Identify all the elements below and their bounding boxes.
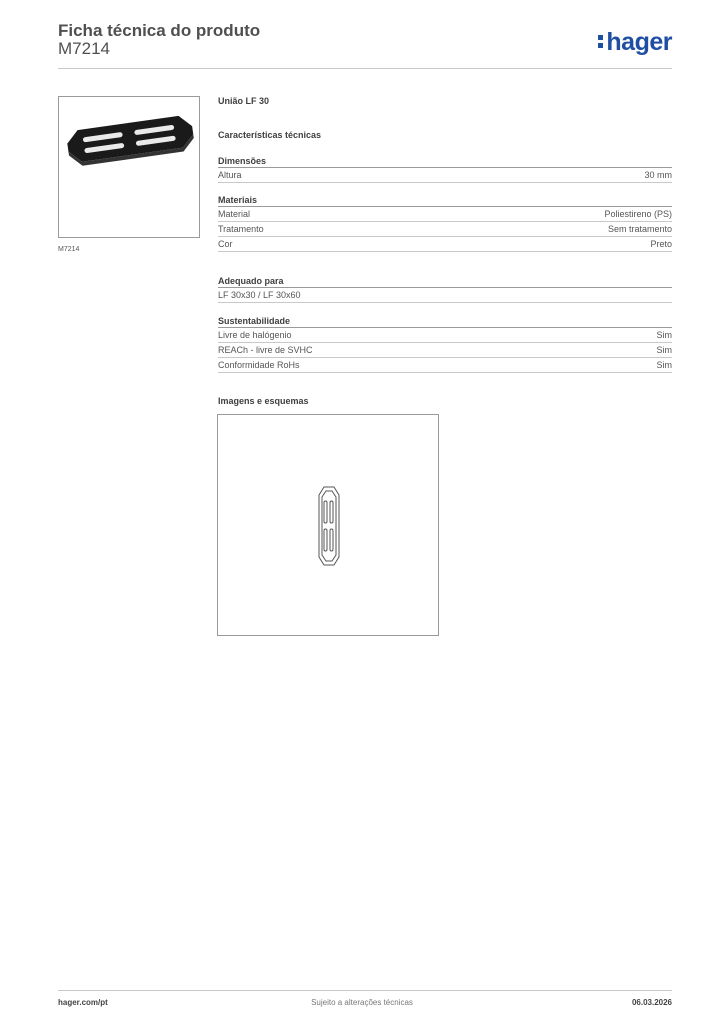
product-name: União LF 30 bbox=[218, 96, 270, 106]
spec-label: REACh - livre de SVHC bbox=[218, 345, 313, 355]
spec-row-material bbox=[218, 207, 672, 222]
spec-label: Cor bbox=[218, 239, 233, 249]
spec-value: Sim bbox=[656, 345, 672, 355]
spec-row-treatment bbox=[218, 222, 672, 237]
images-heading: Imagens e esquemas bbox=[218, 396, 309, 406]
connector-photo-icon bbox=[59, 97, 199, 237]
suitable-heading: Adequado para bbox=[218, 276, 672, 288]
logo-dots-icon bbox=[598, 32, 603, 50]
spec-value: 30 mm bbox=[644, 170, 672, 180]
suitable-section bbox=[218, 276, 672, 303]
specs-heading: Características técnicas bbox=[218, 130, 322, 140]
spec-row-halogen bbox=[218, 328, 672, 343]
spec-label: Conformidade RoHs bbox=[218, 360, 300, 370]
spec-label: Material bbox=[218, 209, 251, 219]
materials-heading: Materiais bbox=[218, 195, 672, 207]
footer-divider bbox=[58, 990, 672, 991]
logo-text: hager bbox=[606, 28, 672, 56]
spec-label: LF 30x30 / LF 30x60 bbox=[218, 290, 301, 300]
page-title: Ficha técnica do produto bbox=[58, 21, 261, 40]
sustainability-heading: Sustentabilidade bbox=[218, 316, 672, 328]
footer-website-link[interactable]: hager.com/pt bbox=[58, 998, 108, 1007]
spec-row-rohs bbox=[218, 358, 672, 373]
spec-row-color bbox=[218, 237, 672, 252]
connector-drawing-icon bbox=[218, 415, 438, 635]
spec-value: Sem tratamento bbox=[607, 224, 672, 234]
spec-row-height bbox=[218, 168, 672, 183]
spec-label: Livre de halógenio bbox=[218, 330, 292, 340]
spec-value: Sim bbox=[656, 330, 672, 340]
sustainability-section bbox=[218, 316, 672, 373]
header-divider bbox=[58, 68, 672, 69]
dimensions-section bbox=[218, 156, 672, 183]
footer-date: 06.03.2026 bbox=[631, 998, 672, 1007]
product-code: M7214 bbox=[58, 39, 110, 58]
spec-row-reach bbox=[218, 343, 672, 358]
spec-label: Tratamento bbox=[218, 224, 264, 234]
footer-note: Sujeito a alterações técnicas bbox=[311, 998, 413, 1007]
materials-section bbox=[218, 195, 672, 252]
product-image-caption: M7214 bbox=[58, 246, 80, 253]
spec-value: Sim bbox=[656, 360, 672, 370]
product-image bbox=[58, 96, 200, 238]
spec-row-suitable bbox=[218, 288, 672, 303]
spec-value: Preto bbox=[650, 239, 672, 249]
dimensions-heading: Dimensões bbox=[218, 156, 672, 168]
spec-label: Altura bbox=[218, 170, 242, 180]
technical-drawing bbox=[217, 414, 439, 636]
hager-logo[interactable] bbox=[598, 28, 672, 57]
spec-value: Poliestireno (PS) bbox=[604, 209, 672, 219]
